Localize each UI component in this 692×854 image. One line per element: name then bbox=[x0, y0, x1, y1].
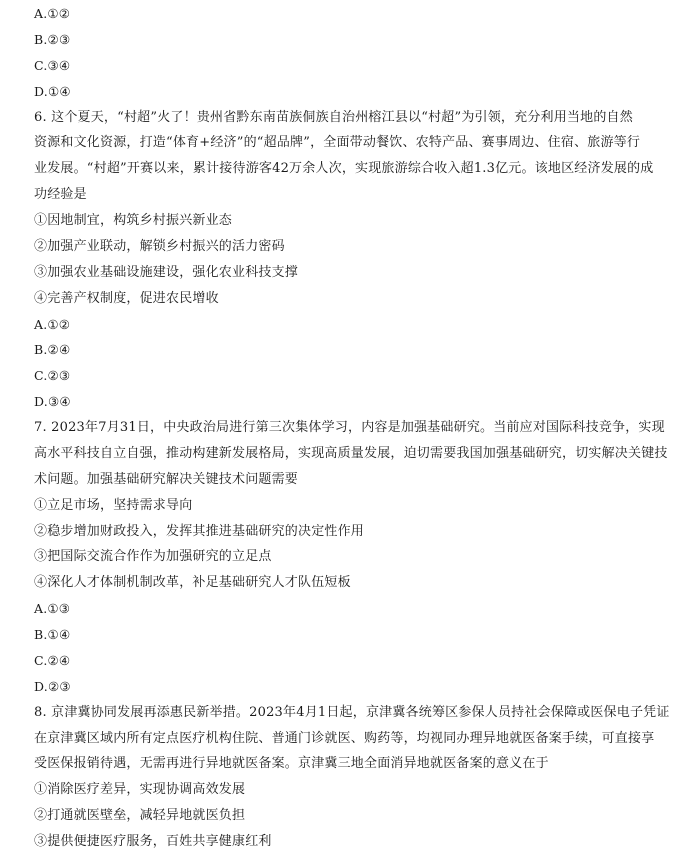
q8-item-3: ③提供便捷医疗服务，百姓共享健康红利 bbox=[34, 834, 272, 849]
q7-option-c: C.②④ bbox=[34, 652, 71, 668]
q6-item-3: ③加强农业基础设施建设，强化农业科技支撑 bbox=[34, 264, 299, 280]
q6-stem-line-3: 业发展。“村超”开赛以来，累计接待游客42万余人次，实现旅游综合收入超1.3亿元。该地区经济发展的成 bbox=[34, 161, 654, 177]
q5-option-a: A.①② bbox=[34, 6, 71, 21]
q7-option-a: A.①③ bbox=[34, 601, 71, 617]
q6-item-2: ②加强产业联动，解锁乡村振兴的活力密码 bbox=[34, 238, 285, 254]
q7-stem-line-3: 术问题。加强基础研究解决关键技术问题需要 bbox=[34, 471, 299, 487]
q6-item-1: ①因地制宜，构筑乡村振兴新业态 bbox=[34, 213, 233, 228]
q7-item-2: ②稳步增加财政投入，发挥其推进基础研究的决定性作用 bbox=[34, 523, 365, 539]
q6-stem-line-4: 功经验是 bbox=[34, 187, 87, 203]
q7-option-b: B.①④ bbox=[34, 627, 71, 642]
q5-option-d: D.①④ bbox=[34, 83, 71, 99]
q8-stem-line-2: 在京津冀区域内所有定点医疗机构住院、普通门诊就医、购药等，均视同办理异地就医备案手续，可直接享 bbox=[34, 730, 655, 746]
q6-option-c: C.②③ bbox=[34, 368, 71, 384]
q7-stem-line-2: 高水平科技自立自强，推动构建新发展格局，实现高质量发展，迫切需要我国加强基础研究，切实解决关键技 bbox=[34, 445, 668, 461]
q7-item-4: ④深化人才体制机制改革，补足基础研究人才队伍短板 bbox=[34, 575, 351, 591]
q6-item-4: ④完善产权制度，促进农民增收 bbox=[34, 290, 219, 306]
q7-item-1: ①立足市场，坚持需求导向 bbox=[34, 497, 193, 513]
q8-stem-line-1: 8. 京津冀协同发展再添惠民新举措。2023年4月1日起，京津冀各统筹区参保人员持社会保障或医保电子凭证 bbox=[34, 704, 670, 720]
q6-option-a: A.①② bbox=[34, 316, 71, 332]
q5-option-b: B.②③ bbox=[34, 31, 71, 47]
q8-item-1: ①消除医疗差异，实现协调高效发展 bbox=[34, 782, 246, 798]
q6-option-b: B.②④ bbox=[34, 342, 71, 358]
q6-option-d: D.③④ bbox=[34, 394, 71, 410]
q7-item-3: ③把国际交流合作作为加强研究的立足点 bbox=[34, 549, 272, 565]
q8-stem-line-3: 受医保报销待遇，无需再进行异地就医备案。京津冀三地全面消异地就医备案的意义在于 bbox=[34, 756, 549, 772]
q7-option-d: D.②③ bbox=[34, 678, 71, 694]
q6-stem-line-1: 6. 这个夏天，“村超”火了！贵州省黔东南苗族侗族自治州榕江县以“村超”为引领，充分利用当地的自然 bbox=[34, 109, 633, 125]
q7-stem-line-1: 7. 2023年7月31日，中央政治局进行第三次集体学习，内容是加强基础研究。当前应对国际科技竞争，实现 bbox=[34, 420, 665, 435]
q8-item-2: ②打通就医壁垒，减轻异地就医负担 bbox=[34, 808, 246, 824]
q5-option-c: C.③④ bbox=[34, 57, 71, 73]
q6-stem-line-2: 资源和文化资源，打造“体育+经济”的“超品牌”，全面带动餐饮、农特产品、赛事周边、住宿、旅游等行 bbox=[34, 135, 641, 151]
